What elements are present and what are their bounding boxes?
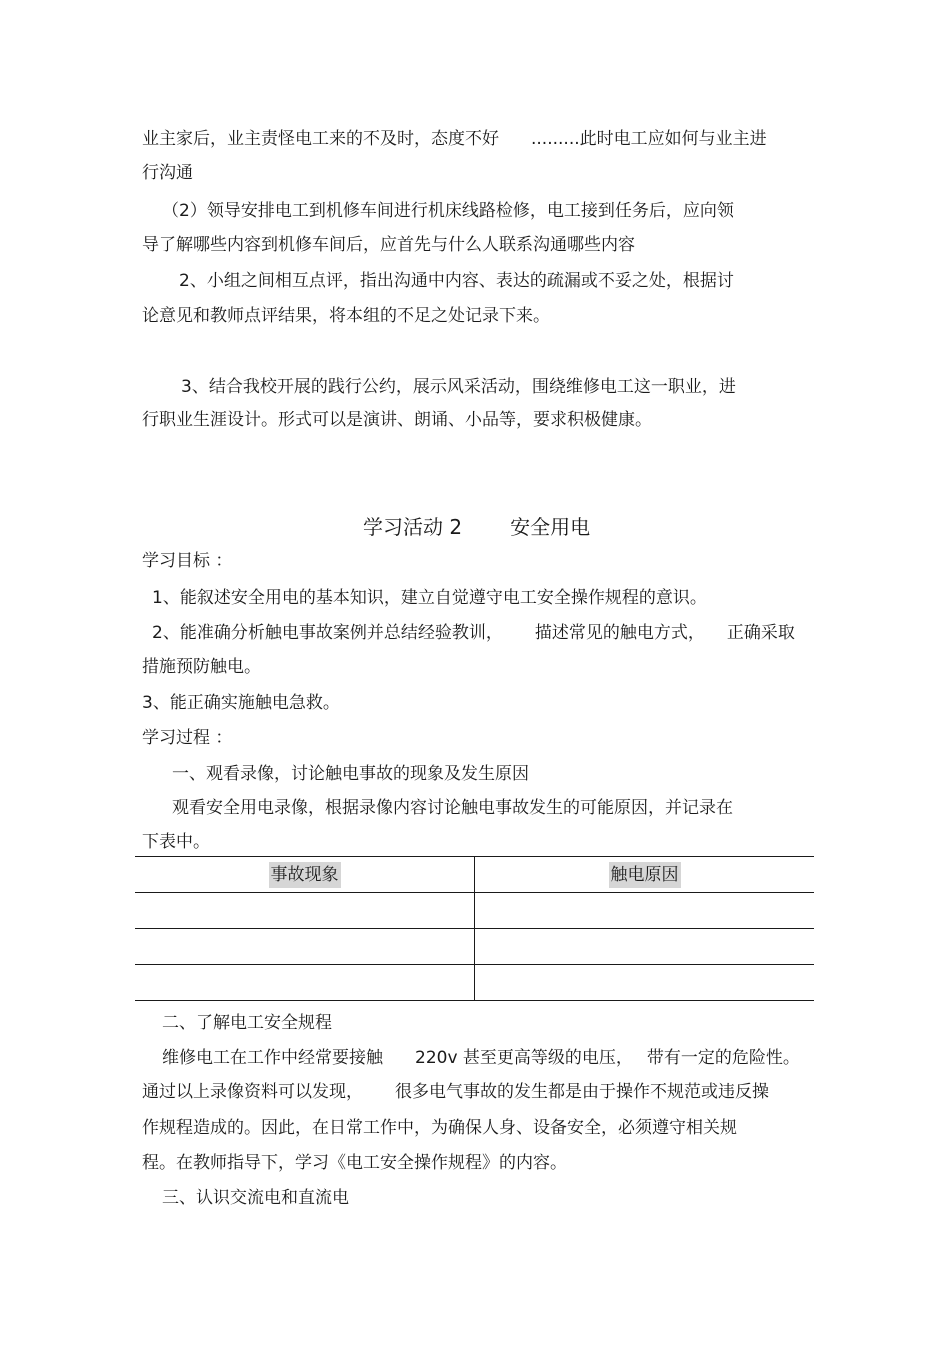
text-line: 行职业生涯设计。形式可以是演讲、朗诵、小品等，要求积极健康。	[142, 410, 652, 430]
table-cell[interactable]	[135, 929, 475, 965]
goal-item	[152, 622, 795, 644]
step-description: 观看安全用电录像，根据录像内容讨论触电事故发生的可能原因，并记录在	[172, 798, 733, 818]
section-title-number: 学习活动 2	[363, 515, 463, 539]
paragraph-line: 程。在教师指导下，学习《电工安全操作规程》的内容。	[142, 1153, 567, 1173]
text-line: （2）领导安排电工到机修车间进行机床线路检修，电工接到任务后，应向领	[162, 201, 734, 221]
text-line: 3、结合我校开展的践行公约，展示风采活动，围绕维修电工这一职业，进	[181, 377, 736, 397]
text-fragment: 描述常见的触电方式，	[534, 623, 705, 643]
process-label: 学习过程 ：	[142, 728, 233, 748]
table-header-row	[135, 857, 814, 893]
text-line: 2、小组之间相互点评，指出沟通中内容、表达的疏漏或不妥之处，根据讨	[179, 271, 734, 291]
header-accident-phenomenon: 事故现象	[269, 862, 341, 888]
table-header-cell	[475, 857, 815, 893]
table-header-cell	[135, 857, 475, 893]
text-fragment: 2、能准确分析触电事故案例并总结经验教训，	[152, 623, 503, 643]
goal-item: 3、能正确实施触电急救。	[142, 693, 340, 713]
paragraph-line: 作规程造成的。因此，在日常工作中，为确保人身、设备安全，必须遵守相关规	[142, 1118, 737, 1138]
text-fragment: 业主家后，业主责怪电工来的不及时，态度不好	[142, 129, 499, 149]
accident-record-table	[135, 856, 814, 1001]
paragraph-line	[142, 1081, 769, 1103]
text-fragment: 正确采取	[726, 623, 795, 643]
goal-item-continued: 措施预防触电。	[142, 657, 261, 677]
text-line: 论意见和教师点评结果，将本组的不足之处记录下来。	[142, 306, 550, 326]
text-fragment: .........此时电工应如何与业主进	[531, 129, 767, 149]
step-title: 二、了解电工安全规程	[162, 1013, 332, 1033]
text-line	[142, 128, 767, 150]
table-cell[interactable]	[475, 893, 815, 929]
text-line: 行沟通	[142, 163, 193, 183]
text-fragment: 带有一定的危险性。	[646, 1048, 800, 1068]
table-cell[interactable]	[475, 929, 815, 965]
goals-label: 学习目标 ：	[142, 551, 233, 571]
table-cell[interactable]	[475, 965, 815, 1001]
table-cell[interactable]	[135, 965, 475, 1001]
table-row	[135, 965, 814, 1001]
text-line: 导了解哪些内容到机修车间后，应首先与什么人联系沟通哪些内容	[142, 235, 635, 255]
text-fragment: 220v 甚至更高等级的电压，	[415, 1048, 633, 1068]
table-cell[interactable]	[135, 893, 475, 929]
step-title: 三、认识交流电和直流电	[162, 1188, 349, 1208]
step-title: 一、观看录像，讨论触电事故的现象及发生原因	[172, 764, 529, 784]
text-fragment: 很多电气事故的发生都是由于操作不规范或违反操	[395, 1082, 769, 1102]
header-shock-cause: 触电原因	[609, 862, 681, 888]
table-row	[135, 929, 814, 965]
text-fragment: 通过以上录像资料可以发现，	[142, 1082, 363, 1102]
paragraph-line	[162, 1047, 800, 1069]
section-title	[363, 514, 590, 540]
table-row	[135, 893, 814, 929]
section-title-text: 安全用电	[510, 515, 591, 539]
step-description: 下表中。	[142, 832, 210, 852]
text-fragment: 维修电工在工作中经常要接触	[162, 1048, 383, 1068]
goal-item: 1、能叙述安全用电的基本知识，建立自觉遵守电工安全操作规程的意识。	[152, 588, 707, 608]
